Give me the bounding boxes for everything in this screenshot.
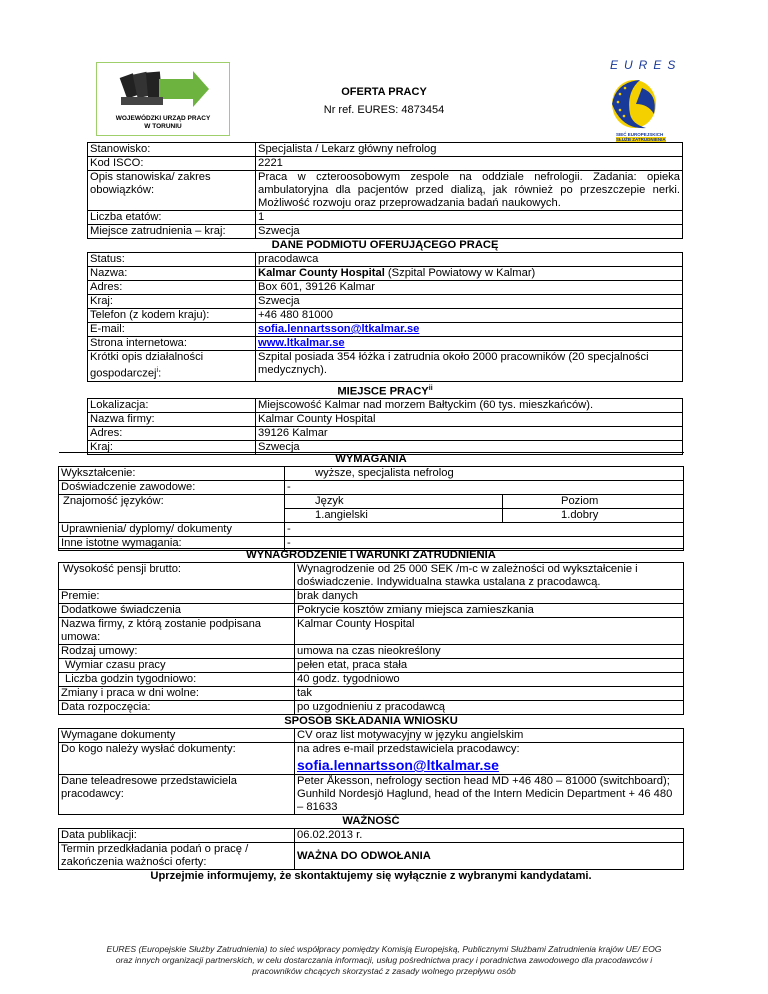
label-dokumenty: Wymagane dokumenty — [59, 729, 295, 743]
table-row — [59, 563, 684, 590]
value-godziny: 40 godz. tygodniowo — [295, 673, 684, 687]
requirements-table — [58, 452, 684, 551]
value-kontakt: Peter Åkesson, nefrology section head MD +46 480 – 81000 (switchboard); Gunhild Nordesjö Haglund, head of the Intern Medicin Department + 46 480 – 81633 — [295, 775, 684, 815]
label-rodzaj-umowy: Rodzaj umowy: — [59, 645, 295, 659]
table-row — [88, 211, 683, 225]
label-nazwa: Nazwa: — [88, 267, 256, 281]
language-level-value: 1.dobry — [503, 509, 684, 523]
languages-header-language: Język — [285, 495, 503, 509]
page-title: OFERTA PRACY — [341, 86, 427, 98]
table-row — [59, 481, 684, 495]
table-row — [59, 645, 684, 659]
language-value: 1.angielski — [285, 509, 503, 523]
value-premie: brak danych — [295, 590, 684, 604]
label-wyksztalcenie: Wykształcenie: — [59, 467, 285, 481]
value-pensja: Wynagrodzenie od 25 000 SEK /m-c w zależności od wykształcenie i doświadczenie. Indywidualna stawka ustalana z pracodawcą. — [295, 563, 684, 590]
value-adres-pracy: 39126 Kalmar — [256, 427, 683, 441]
label-uprawnienia: Uprawnienia/ dyplomy/ dokumenty — [59, 523, 285, 537]
value-firma: Kalmar County Hospital — [256, 413, 683, 427]
value-publikacja: 06.02.2013 r. — [295, 829, 684, 843]
label-lokalizacja: Lokalizacja: — [88, 399, 256, 413]
table-row — [59, 659, 684, 673]
label-doswiadczenie: Doświadczenie zawodowe: — [59, 481, 285, 495]
table-row — [88, 413, 683, 427]
label-inne: Inne istotne wymagania: — [59, 537, 285, 551]
table-row — [59, 604, 684, 618]
value-kraj: Szwecja — [256, 295, 683, 309]
value-isco: 2221 — [256, 157, 683, 171]
wup-logo-text: WOJEWÓDZKI URZĄD PRACY W TORUNIU — [115, 115, 211, 130]
label-kraj-pracy: Kraj: — [88, 441, 256, 455]
label-godziny: Liczba godzin tygodniowo: — [59, 673, 295, 687]
value-wyksztalcenie: wyższe, specjalista nefrolog — [285, 467, 684, 481]
label-email: E-mail: — [88, 323, 256, 337]
value-lokalizacja: Miejscowość Kalmar nad morzem Bałtyckim (60 tys. mieszkańców). — [256, 399, 683, 413]
label-data-rozpoczecia: Data rozpoczęcia: — [59, 701, 295, 715]
value-nazwa — [256, 267, 683, 281]
value-termin: WAŻNA DO ODWOŁANIA — [295, 843, 684, 870]
label-www: Strona internetowa: — [88, 337, 256, 351]
offer-table-main — [87, 142, 683, 455]
label-do-kogo: Do kogo należy wysłać dokumenty: — [59, 743, 295, 775]
label-kraj: Kraj: — [88, 295, 256, 309]
value-rodzaj-umowy: umowa na czas nieokreślony — [295, 645, 684, 659]
eures-subtitle: SIEĆ EUROPEJSKICH SŁUŻB ZATRUDNIENIA — [616, 132, 666, 142]
languages-header-level: Poziom — [503, 495, 684, 509]
footer-note: EURES (Europejskie Służby Zatrudnienia) to sieć współpracy pomiędzy Komisją Europejską, Publicznymi Służbami Zatrudnienia krajów UE/ EOG oraz innych organizacji partnerskich, w celu dostarczania informacji, usług pośrednictwa pracy i poradnictwa zawodowego dla pracodawców i pracowników chcących skorzystać z zasady wolnego przepływu osób — [106, 944, 662, 976]
label-swiadczenia: Dodatkowe świadczenia — [59, 604, 295, 618]
label-isco: Kod ISCO: — [88, 157, 256, 171]
label-adres: Adres: — [88, 281, 256, 295]
label-miejsce: Miejsce zatrudnienia – kraj: — [88, 225, 256, 239]
table-row — [59, 701, 684, 715]
table-row — [88, 225, 683, 239]
label-etaty: Liczba etatów: — [88, 211, 256, 225]
label-pensja: Wysokość pensji brutto: — [59, 563, 295, 590]
value-data-rozpoczecia: po uzgodnieniu z pracodawcą — [295, 701, 684, 715]
value-dokumenty: CV oraz list motywacyjny w języku angielskim — [295, 729, 684, 743]
table-row — [88, 253, 683, 267]
label-firma: Nazwa firmy: — [88, 413, 256, 427]
label-status: Status: — [88, 253, 256, 267]
label-publikacja: Data publikacji: — [59, 829, 295, 843]
table-row — [88, 337, 683, 351]
table-row — [88, 351, 683, 382]
table-row — [59, 687, 684, 701]
table-row — [88, 399, 683, 413]
value-doswiadczenie: - — [285, 481, 684, 495]
value-zmiany: tak — [295, 687, 684, 701]
section-salary: WYNAGRODZENIE I WARUNKI ZATRUDNIENIA — [59, 549, 684, 563]
value-kraj-pracy: Szwecja — [256, 441, 683, 455]
section-employer: DANE PODMIOTU OFERUJĄCEGO PRACĘ — [88, 239, 683, 253]
value-telefon: +46 480 81000 — [256, 309, 683, 323]
label-termin: Termin przedkładania podań o pracę / zakończenia ważności oferty: — [59, 843, 295, 870]
label-kontakt: Dane teleadresowe przedstawiciela pracodawcy: — [59, 775, 295, 815]
value-adres: Box 601, 39126 Kalmar — [256, 281, 683, 295]
value-etaty: 1 — [256, 211, 683, 225]
table-row — [88, 295, 683, 309]
salary-table — [58, 548, 684, 883]
section-requirements: WYMAGANIA — [59, 453, 684, 467]
table-row — [59, 495, 684, 509]
table-row — [59, 467, 684, 481]
value-email — [256, 323, 683, 337]
section-workplace: MIEJSCE PRACY$^{ii}$ — [88, 381, 683, 399]
table-row — [88, 143, 683, 157]
label-telefon: Telefon (z kodem kraju): — [88, 309, 256, 323]
label-adres-pracy: Adres: — [88, 427, 256, 441]
table-row — [59, 843, 684, 870]
table-row — [59, 523, 684, 537]
section-application: SPOSÓB SKŁADANIA WNIOSKU — [59, 715, 684, 729]
eures-wordmark: EURES — [610, 58, 682, 72]
label-stanowisko: Stanowisko: — [88, 143, 256, 157]
table-row — [59, 775, 684, 815]
value-uprawnienia: - — [285, 523, 684, 537]
table-row — [88, 267, 683, 281]
value-wymiar: pełen etat, praca stała — [295, 659, 684, 673]
value-status: pracodawca — [256, 253, 683, 267]
label-premie: Premie: — [59, 590, 295, 604]
table-row — [88, 157, 683, 171]
table-row — [59, 673, 684, 687]
value-inne: - — [285, 537, 684, 551]
value-www — [256, 337, 683, 351]
value-opis: Praca w czteroosobowym zespole na oddziale nefrologii. Zadania: opieka ambulatoryjna dla pacjentów przed dializą, jak również po przeszczepie nerki. Możliwość rozwoju oraz przeprowadzania badań naukowych. — [256, 171, 683, 211]
value-do-kogo: na adres e-mail przedstawiciela pracodawcy: sofia.lennartsson@ltkalmar.se — [295, 743, 684, 775]
table-row — [59, 618, 684, 645]
value-stanowisko: Specjalista / Lekarz główny nefrolog — [256, 143, 683, 157]
section-validity: WAŻNOŚĆ — [59, 815, 684, 829]
employer-website-link[interactable]: www.ltkalmar.se — [258, 337, 345, 349]
label-opis-dzialalnosci: Krótki opis działalności gospodarczej$^i$: — [88, 351, 256, 382]
employer-name: Kalmar County Hospital — [258, 267, 385, 279]
employer-name-rest: (Szpital Powiatowy w Kalmar) — [384, 267, 536, 279]
application-email-link[interactable]: sofia.lennartsson@ltkalmar.se — [297, 757, 499, 773]
table-row — [88, 323, 683, 337]
table-row — [59, 590, 684, 604]
table-row — [59, 829, 684, 843]
label-zmiany: Zmiany i praca w dni wolne: — [59, 687, 295, 701]
table-row — [88, 427, 683, 441]
reference-number: Nr ref. EURES: 4873454 — [323, 104, 445, 116]
contact-note: Uprzejmie informujemy, że skontaktujemy się wyłącznie z wybranymi kandydatami. — [150, 870, 592, 882]
table-row — [59, 743, 684, 775]
employer-email-link[interactable]: sofia.lennartsson@ltkalmar.se — [258, 323, 420, 335]
label-firma-umowa: Nazwa firmy, z którą zostanie podpisana umowa: — [59, 618, 295, 645]
value-miejsce: Szwecja — [256, 225, 683, 239]
table-row — [59, 729, 684, 743]
label-wymiar: Wymiar czasu pracy — [59, 659, 295, 673]
value-opis-dzialalnosci: Szpital posiada 354 łóżka i zatrudnia około 2000 pracowników (20 specjalności medycznych). — [256, 351, 683, 382]
table-row — [88, 281, 683, 295]
wup-logo — [96, 62, 230, 136]
value-firma-umowa: Kalmar County Hospital — [295, 618, 684, 645]
table-row — [88, 171, 683, 211]
value-swiadczenia: Pokrycie kosztów zmiany miejsca zamieszkania — [295, 604, 684, 618]
eures-logo — [596, 58, 682, 146]
label-jezyki: Znajomość języków: — [59, 495, 285, 523]
table-row — [88, 309, 683, 323]
label-opis: Opis stanowiska/ zakres obowiązków: — [88, 171, 256, 211]
